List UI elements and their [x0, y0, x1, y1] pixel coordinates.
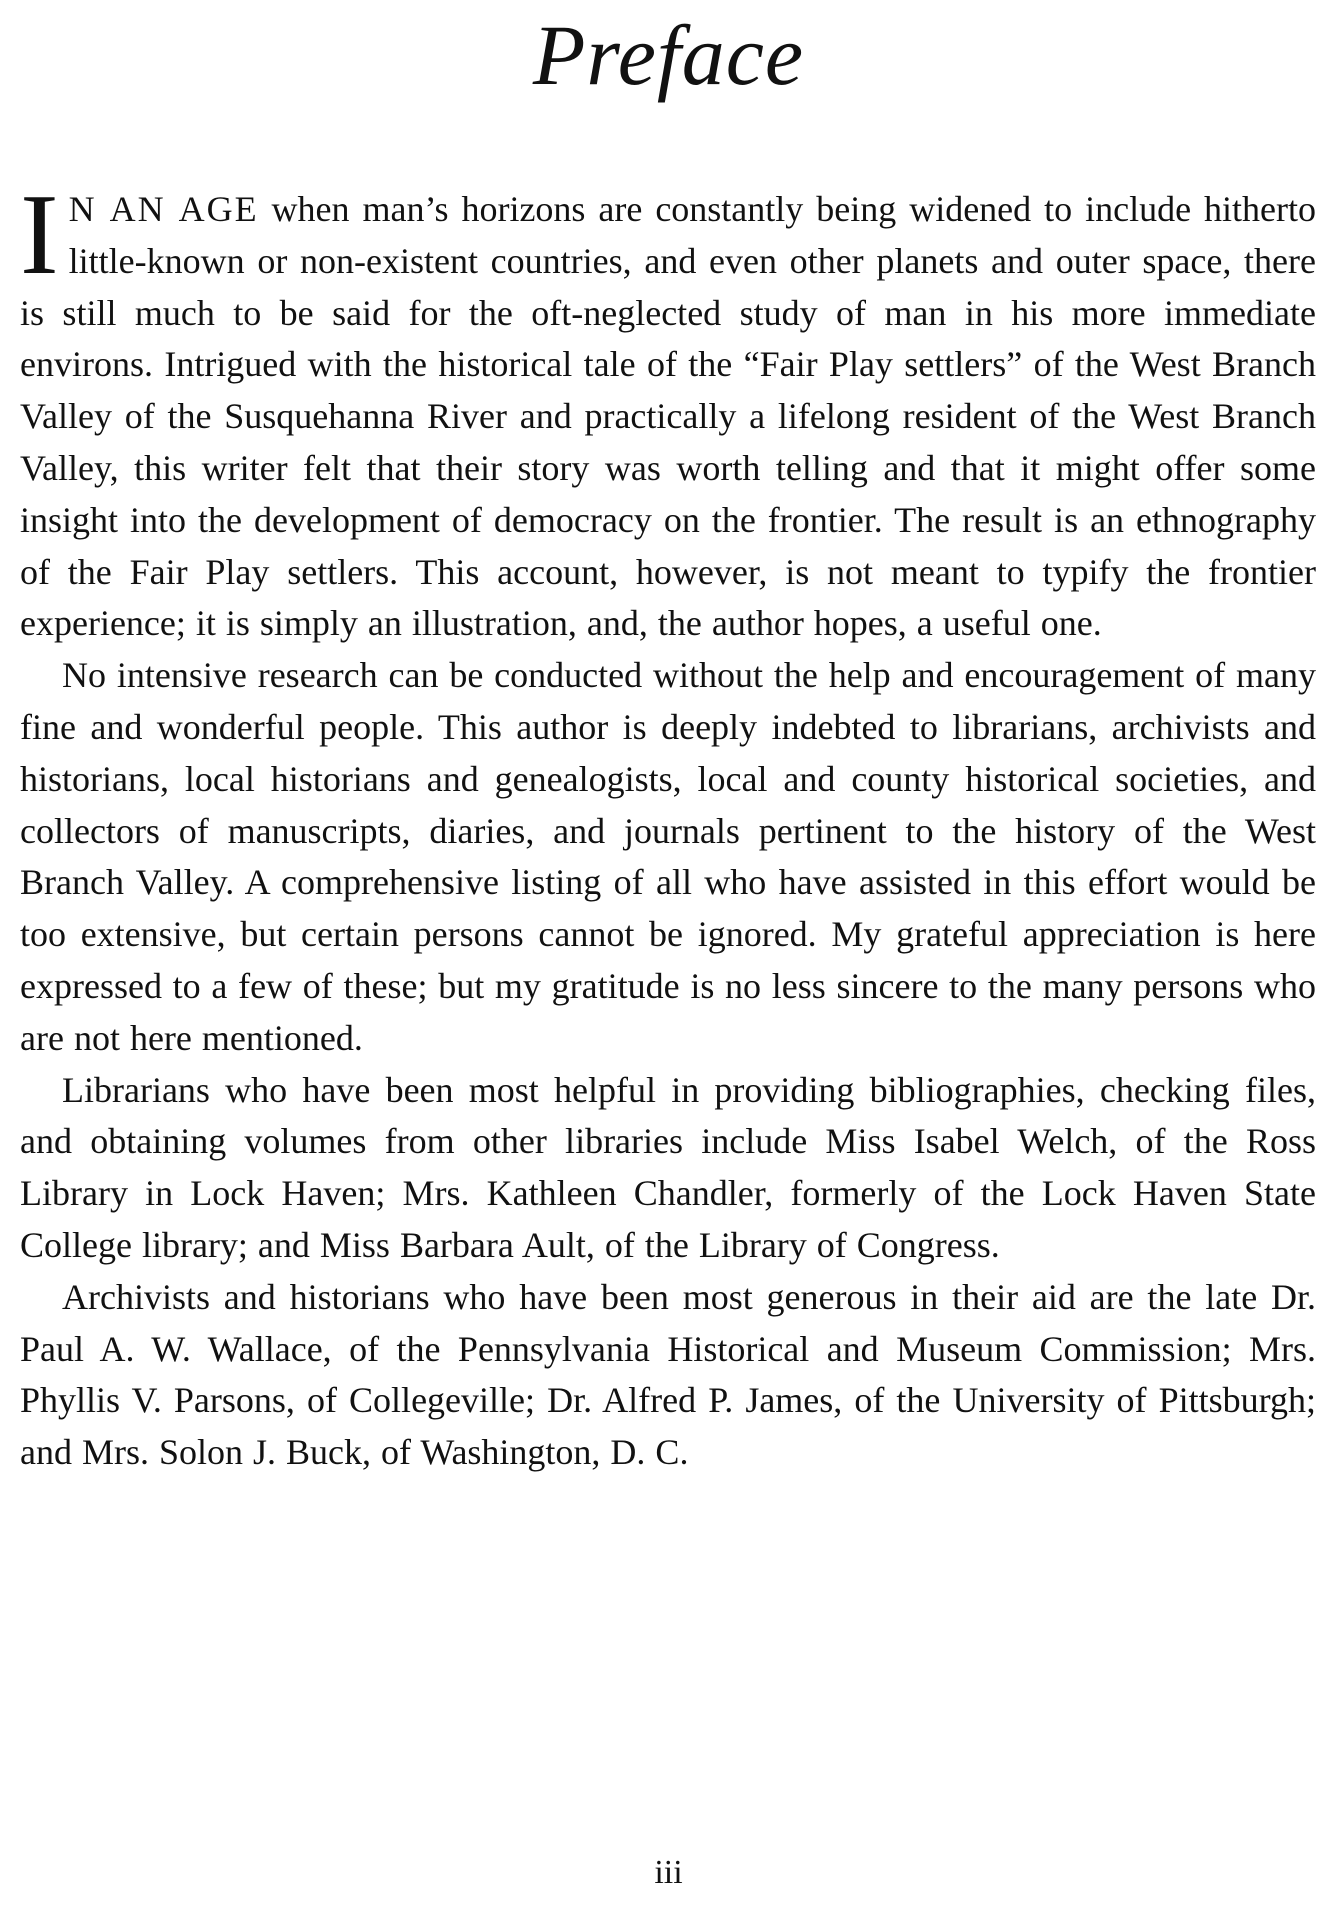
page-number: iii: [654, 1854, 683, 1891]
paragraph-1: [20, 171, 1316, 650]
paragraph-1-text: when man’s horizons are constantly being widened to include hitherto little-known or non-existent countries, and even other planets and outer space, there is still much to be said for the oft-neglected study of man in his more immediate environs. Intrigued with the historical tale of the “Fair Play settlers” of the West Branch Valley of the Susquehanna River and practically a lifelong resident of the West Branch Valley, this writer felt that their story was worth telling and that it might offer some insight into the development of democracy on the frontier. The result is an ethnography of the Fair Play settlers. This account, however, is not meant to typify the frontier experience; it is simply an illustration, and, the author hopes, a useful one.: [20, 189, 1316, 644]
drop-cap: I: [20, 171, 59, 299]
page-title: Preface: [532, 7, 805, 103]
preface-body: [20, 171, 1316, 1479]
paragraph-4: Archivists and historians who have been most generous in their aid are the late Dr. Paul A. W. Wallace, of the Pennsylvania Historical and Museum Commission; Mrs. Phyllis V. Parsons, of Collegeville; Dr. Alfred P. James, of the University of Pittsburgh; and Mrs. Solon J. Buck, of Washington, D. C.: [20, 1276, 1316, 1473]
paragraph-3: Librarians who have been most helpful in providing bibliographies, checking files, and obtaining volumes from other libraries include Miss Isabel Welch, of the Ross Library in Lock Haven; Mrs. Kathleen Chandler, formerly of the Lock Haven State College library; and Miss Barbara Ault, of the Library of Congress.: [20, 1069, 1316, 1265]
small-caps-lead: N AN AGE: [68, 189, 259, 229]
paragraph-2: No intensive research can be conducted without the help and encouragement of many fine and wonderful people. This author is deeply indebted to librarians, archivists and historians, local historians and genealogists, local and county historical societies, and collectors of manuscripts, diaries, and journals pertinent to the history of the West Branch Valley. A comprehensive listing of all who have assisted in this effort would be too extensive, but certain persons cannot be ignored. My grateful appreciation is here expressed to a few of these; but my gratitude is no less sincere to the many persons who are not here mentioned.: [20, 655, 1316, 1058]
